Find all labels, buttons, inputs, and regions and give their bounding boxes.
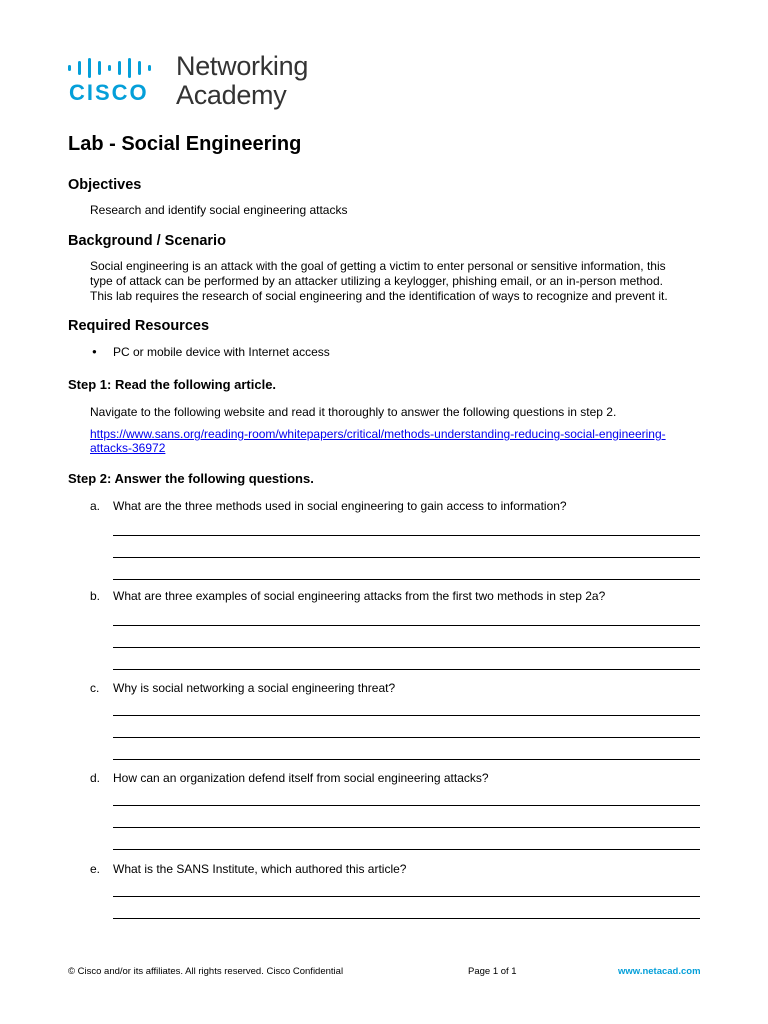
objectives-heading: Objectives bbox=[68, 177, 142, 193]
answer-line[interactable] bbox=[113, 647, 700, 648]
question-letter: d. bbox=[90, 771, 101, 785]
article-link-line[interactable]: attacks-36972 bbox=[90, 441, 166, 455]
answer-line[interactable] bbox=[113, 805, 700, 806]
footer-page-number: Page 1 of 1 bbox=[468, 966, 517, 977]
logo-line-academy: Academy bbox=[176, 80, 287, 110]
objectives-text: Research and identify social engineering attacks bbox=[90, 203, 348, 217]
logo-line-networking: Networking bbox=[176, 51, 309, 81]
answer-line[interactable] bbox=[113, 557, 700, 558]
answer-line[interactable] bbox=[113, 849, 700, 850]
question-text: How can an organization defend itself from social engineering attacks? bbox=[113, 771, 489, 785]
bullet-icon: ● bbox=[92, 347, 97, 356]
background-line: Social engineering is an attack with the goal of getting a victim to enter personal or sensitive information, this bbox=[90, 259, 666, 273]
svg-text:CISCO: CISCO bbox=[69, 81, 149, 103]
article-link[interactable] bbox=[90, 427, 666, 455]
academy-name bbox=[176, 52, 308, 110]
answer-line[interactable] bbox=[113, 918, 700, 919]
background-line: This lab requires the research of social engineering and the identification of ways to recognize and prevent it. bbox=[90, 289, 668, 303]
step1-instructions: Navigate to the following website and read it thoroughly to answer the following questions in step 2. bbox=[90, 405, 617, 419]
background-heading: Background / Scenario bbox=[68, 233, 226, 249]
background-paragraph bbox=[90, 259, 710, 304]
answer-line[interactable] bbox=[113, 535, 700, 536]
footer-copyright: © Cisco and/or its affiliates. All rights reserved. Cisco Confidential bbox=[68, 966, 344, 977]
answer-line[interactable] bbox=[113, 896, 700, 897]
resource-item: PC or mobile device with Internet access bbox=[113, 345, 330, 359]
cisco-networking-academy-logo bbox=[68, 50, 328, 112]
cisco-wordmark bbox=[69, 81, 159, 103]
question-letter: c. bbox=[90, 681, 100, 695]
question-text: What are three examples of social engineering attacks from the first two methods in step 2a? bbox=[113, 589, 606, 603]
footer-website-link[interactable]: www.netacad.com bbox=[618, 966, 701, 977]
step2-heading: Step 2: Answer the following questions. bbox=[68, 471, 314, 486]
page-title: Lab - Social Engineering bbox=[68, 133, 302, 155]
question-letter: e. bbox=[90, 862, 101, 876]
answer-line[interactable] bbox=[113, 669, 700, 670]
question-text: What is the SANS Institute, which authored this article? bbox=[113, 862, 407, 876]
question-letter: a. bbox=[90, 499, 101, 513]
step1-heading: Step 1: Read the following article. bbox=[68, 377, 277, 392]
resources-heading: Required Resources bbox=[68, 318, 210, 334]
question-text: What are the three methods used in social engineering to gain access to information? bbox=[113, 499, 567, 513]
article-link-line[interactable]: https://www.sans.org/reading-room/whitepapers/critical/methods-understanding-reducing-social-engineering- bbox=[90, 427, 666, 441]
answer-line[interactable] bbox=[113, 715, 700, 716]
answer-line[interactable] bbox=[113, 827, 700, 828]
answer-line[interactable] bbox=[113, 737, 700, 738]
question-text: Why is social networking a social engineering threat? bbox=[113, 681, 396, 695]
answer-line[interactable] bbox=[113, 759, 700, 760]
cisco-bars-icon bbox=[68, 58, 168, 78]
question-letter: b. bbox=[90, 589, 101, 603]
answer-line[interactable] bbox=[113, 579, 700, 580]
answer-line[interactable] bbox=[113, 625, 700, 626]
background-line: type of attack can be performed by an attacker utilizing a keylogger, phishing email, or an in-person method. bbox=[90, 274, 663, 288]
